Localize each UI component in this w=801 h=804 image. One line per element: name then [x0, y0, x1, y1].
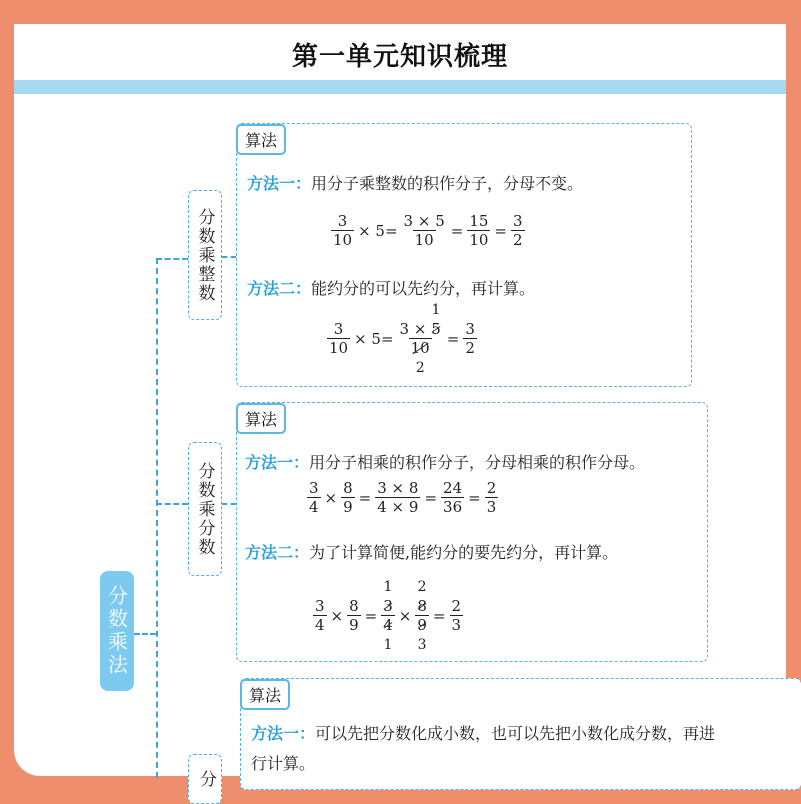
tree-trunk-line — [156, 258, 158, 778]
tree-branch-main — [134, 633, 156, 635]
method-line: 方法一：可以先把分数化成小数，也可以先把小数化成分数，再进 — [251, 724, 716, 743]
algorithm-label: 算法 — [240, 679, 290, 710]
page-title: 第一单元知识梳理 — [291, 42, 508, 72]
panel-fraction-times-decimal — [240, 678, 801, 790]
worksheet-card — [14, 24, 786, 789]
equation-2: $\frac{3}{10}$ × 5= 3 × 5 1 10 2 = $\frac{3}{2}$ — [329, 302, 475, 376]
tree-branch-1b — [222, 256, 236, 258]
section-tag-1: 分数乘整数 — [188, 190, 222, 320]
title-bar — [14, 24, 786, 86]
method-line: 方法一：用分子相乘的积作分子，分母相乘的积作分母。 — [245, 453, 646, 472]
equation-2: $\frac{3}{4}$ × $\frac{8}{9}$ = 3 1 4 1 × 8 2 9 3 = $\frac{2}{3}$ — [315, 579, 462, 653]
method-line: 方法一：用分子乘整数的积作分子，分母不变。 — [247, 174, 584, 193]
algorithm-label: 算法 — [236, 124, 286, 155]
method-line: 方法二：为了计算简便,能约分的要先约分，再计算。 — [245, 543, 619, 562]
tree-branch-2 — [156, 503, 188, 505]
tree-branch-1 — [156, 258, 188, 260]
equation-1: $\frac{3}{4}$ × $\frac{8}{9}$ = $\frac{3 \times 8}{4 \times 9}$ = $\frac{24}{36}$ = $\frac{2}{3}$ — [309, 479, 497, 516]
method-line: 方法二：能约分的可以先约分，再计算。 — [247, 279, 536, 298]
tree-branch-2b — [222, 503, 236, 505]
title-underline-bar — [14, 80, 786, 94]
section-tag-3: 分 — [188, 754, 222, 804]
equation-1: $\frac{3}{10}$ × 5= $\frac{3 \times 5}{10}$ = $\frac{15}{10}$ = $\frac{3}{2}$ — [333, 212, 523, 249]
method-line-continued: 行计算。 — [251, 754, 316, 773]
algorithm-label: 算法 — [236, 403, 286, 434]
main-topic-tag: 分数乘法 — [100, 571, 134, 691]
section-tag-2: 分数乘分数 — [188, 442, 222, 576]
panel-fraction-times-integer — [236, 123, 692, 387]
panel-fraction-times-fraction — [236, 402, 708, 662]
